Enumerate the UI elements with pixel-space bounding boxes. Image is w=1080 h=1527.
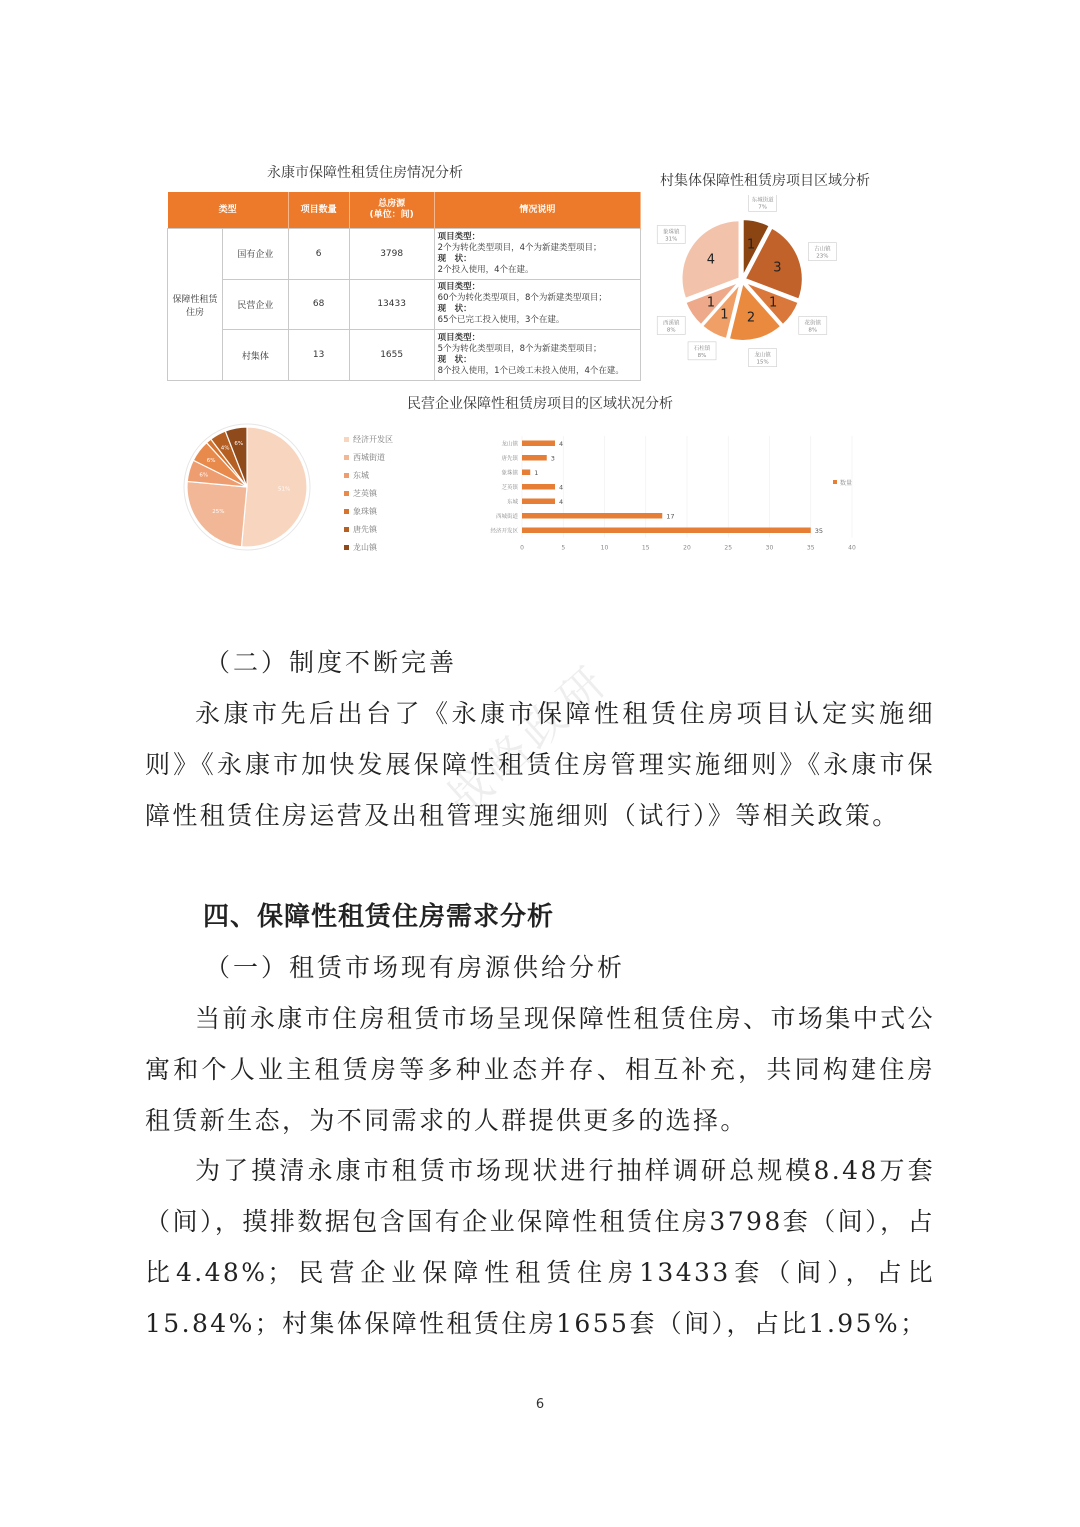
pie-callout-label: 西溪镇 xyxy=(662,320,680,327)
y-category-label: 东城 xyxy=(506,499,518,506)
bar-value-label: 3 xyxy=(550,454,555,463)
pie-value-label: 1 xyxy=(768,295,778,311)
pie-callout-pct: 8% xyxy=(808,327,818,334)
row-units: 13433 xyxy=(349,279,434,330)
legend-label: 象珠镇 xyxy=(353,506,377,516)
group-label: 保障性租赁住房 xyxy=(168,229,223,381)
private-bar-chart xyxy=(470,430,870,555)
bar-东城 xyxy=(522,499,555,505)
pie-pct-label: 6% xyxy=(234,440,244,447)
bar-value-label: 1 xyxy=(534,468,539,477)
heading-institution: （二）制度不断完善 xyxy=(205,648,458,677)
bar-芝英镇 xyxy=(522,484,555,490)
pie-callout-label: 东城街道 xyxy=(751,197,774,204)
legend-item xyxy=(344,484,393,502)
pie-pct-label: 4% xyxy=(220,445,230,452)
x-tick-label: 15 xyxy=(641,544,650,552)
legend-item xyxy=(344,502,393,520)
bar-龙山镇 xyxy=(522,441,555,447)
paragraph-survey: 为了摸清永康市租赁市场现状进行抽样调研总规模8.48万套（间），摸排数据包含国有企业保障性租赁住房3798套（间），占比4.48%；民营企业保障性租赁住房13433套（间），占比15.84%；村集体保障性租赁住房1655套（间），占比1.95%； xyxy=(145,1156,935,1338)
legend-swatch xyxy=(833,480,837,484)
page-number: 6 xyxy=(535,1397,545,1412)
row-type: 民营企业 xyxy=(223,279,289,330)
table-row xyxy=(168,279,641,330)
pie-callout-label: 龙山镇 xyxy=(754,352,771,359)
legend-swatch xyxy=(344,455,349,460)
legend-item xyxy=(344,448,393,466)
legend-label: 数量 xyxy=(840,480,853,487)
paragraph-market: 当前永康市住房租赁市场呈现保障性租赁住房、市场集中式公寓和个人业主租赁房等多种业态并存、相互补充，共同构建住房租赁新生态，为不同需求的人群提供更多的选择。 xyxy=(145,1004,935,1135)
row-count: 6 xyxy=(288,229,349,280)
pie-callout-pct: 23% xyxy=(816,253,829,260)
bar-value-label: 4 xyxy=(559,483,564,492)
pie-pct-label: 6% xyxy=(206,457,216,464)
y-category-label: 经济开发区 xyxy=(490,528,518,535)
legend-swatch xyxy=(344,527,349,532)
legend-swatch xyxy=(344,545,349,550)
x-tick-label: 40 xyxy=(848,544,856,552)
paragraph-policies: 永康市先后出台了《永康市保障性租赁住房项目认定实施细则》《永康市加快发展保障性租赁住房管理实施细则》《永康市保障性租赁住房运营及出租管理实施细则（试行）》等相关政策。 xyxy=(145,699,935,830)
x-tick-label: 5 xyxy=(561,544,566,552)
watermark: 战略政研 xyxy=(436,654,620,827)
row-units: 1655 xyxy=(349,330,434,381)
village-pie-chart xyxy=(650,195,890,375)
legend-item xyxy=(344,430,393,448)
pie-value-label: 2 xyxy=(746,310,756,326)
bar-value-label: 17 xyxy=(666,512,675,521)
pie-value-label: 1 xyxy=(720,307,729,323)
legend-label: 芝英镇 xyxy=(353,488,377,498)
row-desc: 项目类型： 2个为转化类型项目，4个为新建类型项目； 现 状： 2个投入使用，4个在建。 xyxy=(434,229,640,280)
pie-callout-label: 象珠镇 xyxy=(662,229,680,236)
pie-callout-label: 石柱镇 xyxy=(693,345,711,352)
village-pie-title: 村集体保障性租赁房项目区域分析 xyxy=(660,173,870,189)
legend-swatch xyxy=(344,437,349,442)
pie-pct-label: 51% xyxy=(278,486,291,493)
row-desc: 项目类型： 5个为转化类型项目，8个为新建类型项目； 现 状： 8个投入使用，1个已竣工未投入使用，4个在建。 xyxy=(434,330,640,381)
row-count: 13 xyxy=(288,330,349,381)
header-type: 类型 xyxy=(168,192,289,229)
y-category-label: 唐先镇 xyxy=(501,455,518,462)
legend-item xyxy=(344,538,393,556)
header-count: 项目数量 xyxy=(288,192,349,229)
x-tick-label: 25 xyxy=(724,544,733,552)
bar-西城街道 xyxy=(522,513,662,519)
legend-swatch xyxy=(344,473,349,478)
legend-item xyxy=(344,520,393,538)
pie-callout-pct: 8% xyxy=(666,327,676,334)
row-type: 村集体 xyxy=(223,330,289,381)
pie-value-label: 1 xyxy=(746,237,756,253)
y-category-label: 西城街道 xyxy=(495,513,518,520)
pie-value-label: 1 xyxy=(706,295,716,311)
bar-象珠镇 xyxy=(522,470,530,476)
legend-item xyxy=(344,466,393,484)
legend-label: 唐先镇 xyxy=(353,524,377,534)
row-count: 68 xyxy=(288,279,349,330)
x-tick-label: 20 xyxy=(683,544,691,552)
legend-label: 东城 xyxy=(353,470,369,480)
row-type: 国有企业 xyxy=(223,229,289,280)
heading-demand-analysis: 四、保障性租赁住房需求分析 xyxy=(203,902,555,932)
y-category-label: 龙山镇 xyxy=(501,441,518,448)
x-tick-label: 35 xyxy=(806,544,815,552)
header-units: 总房源 (单位：间) xyxy=(349,192,434,229)
row-desc: 项目类型： 60个为转化类型项目，8个为新建类型项目； 现 状： 65个已完工投入使用，3个在建。 xyxy=(434,279,640,330)
bar-唐先镇 xyxy=(522,455,547,461)
x-tick-label: 10 xyxy=(600,544,609,552)
private-pie-legend xyxy=(344,430,393,556)
y-category-label: 象珠镇 xyxy=(501,470,518,477)
heading-supply-analysis: （一）租赁市场现有房源供给分析 xyxy=(205,953,626,982)
pie-pct-label: 25% xyxy=(212,508,225,515)
table-title: 永康市保障性租赁住房情况分析 xyxy=(267,165,463,181)
pie-callout-pct: 8% xyxy=(697,352,707,359)
pie-callout-label: 古山镇 xyxy=(814,246,831,253)
legend-swatch xyxy=(344,509,349,514)
x-tick-label: 30 xyxy=(765,544,774,552)
pie-value-label: 3 xyxy=(773,260,782,276)
legend-label: 经济开发区 xyxy=(353,434,393,444)
header-desc: 情况说明 xyxy=(434,192,640,229)
bar-经济开发区 xyxy=(522,528,811,534)
pie-value-label: 4 xyxy=(706,252,716,268)
pie-callout-label: 花街镇 xyxy=(804,320,822,327)
pie-callout-pct: 15% xyxy=(756,359,769,366)
table-row xyxy=(168,330,641,381)
row-units: 3798 xyxy=(349,229,434,280)
pie-callout-pct: 31% xyxy=(665,236,678,243)
bar-value-label: 35 xyxy=(814,526,824,535)
x-tick-label: 0 xyxy=(520,544,524,552)
y-category-label: 芝英镇 xyxy=(501,484,518,491)
housing-summary-table xyxy=(167,192,641,381)
pie-pct-label: 6% xyxy=(199,472,209,479)
table-row xyxy=(168,229,641,280)
private-pie-chart xyxy=(175,415,335,560)
bar-value-label: 4 xyxy=(559,439,564,448)
private-chart-title: 民营企业保障性租赁房项目的区域状况分析 xyxy=(407,396,673,412)
pie-slice-经济开发区 xyxy=(241,427,307,547)
table-header-row xyxy=(168,192,641,229)
bar-value-label: 4 xyxy=(559,497,564,506)
pie-callout-pct: 7% xyxy=(758,204,767,211)
legend-swatch xyxy=(344,491,349,496)
legend-label: 西城街道 xyxy=(353,452,385,462)
legend-label: 龙山镇 xyxy=(353,542,377,552)
